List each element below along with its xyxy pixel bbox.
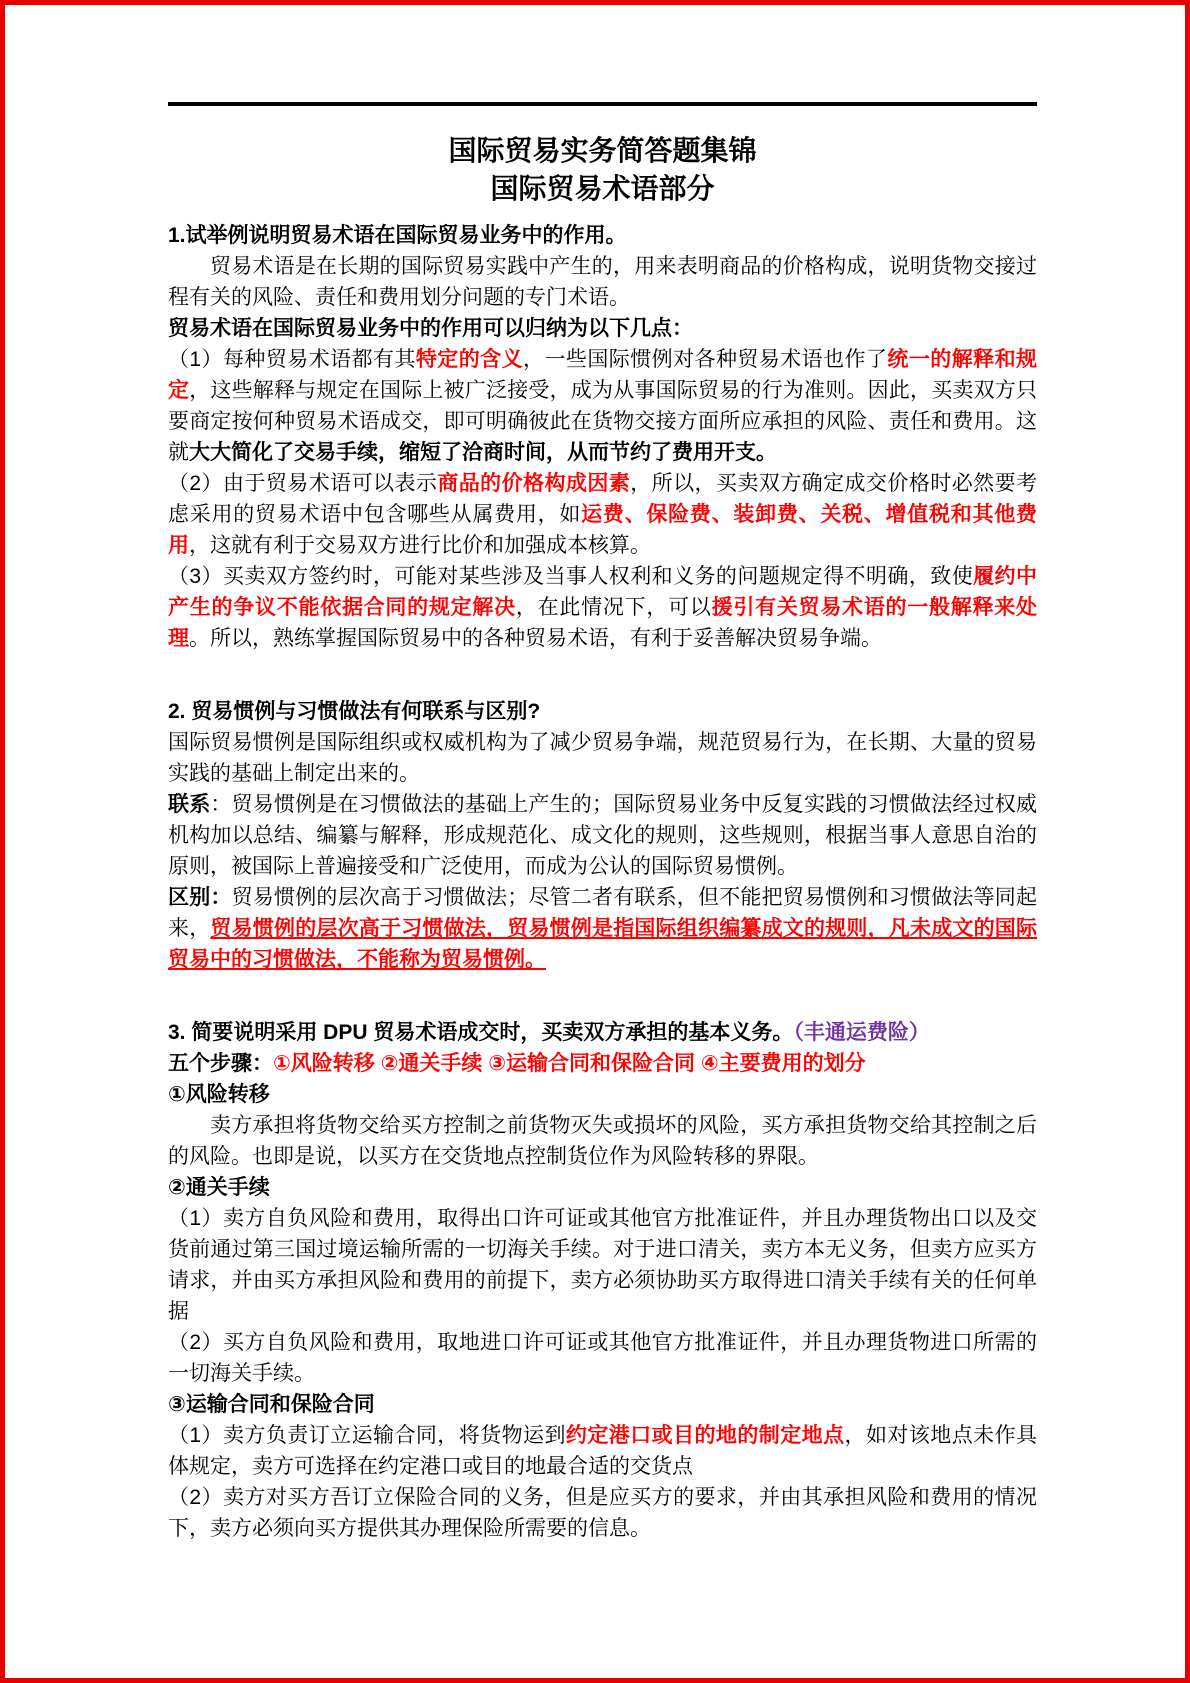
subsection-2-heading	[168, 1172, 1037, 1203]
text-segment: （2）卖方对买方吾订立保险合同的义务，但是应买方的要求，并由其承担风险和费用的情况下，卖方必须向买方提供其办理保险所需要的信息。	[168, 1486, 1037, 1540]
text-segment: 。所以，熟练掌握国际贸易中的各种贸易术语，有利于妥善解决贸易争端。	[189, 627, 882, 650]
section-1-heading	[168, 220, 1037, 251]
text-segment: 卖方承担将货物交给买方控制之前货物灭失或损坏的风险，买方承担货物交给其控制之后的风险。也即是说，以买方在交货地点控制货位作为风险转移的界限。	[168, 1114, 1037, 1168]
text-segment: （1）每种贸易术语都有其	[168, 348, 416, 371]
paragraph	[168, 561, 1037, 654]
text-segment: 援引有关贸易术语的一般解释来处理	[168, 596, 1038, 650]
subsection-3-heading	[168, 1389, 1037, 1420]
text-segment: 3. 简要说明采用 DPU 贸易术语成交时，买卖双方承担的基本义务。	[168, 1021, 794, 1044]
text-segment: ③运输合同和保险合同	[168, 1393, 375, 1416]
text-segment: 贸易术语在国际贸易业务中的作用可以归纳为以下几点：	[168, 317, 693, 340]
title-block	[168, 132, 1037, 208]
text-segment: 区别：	[168, 886, 232, 909]
text-segment: ①风险转移	[168, 1083, 270, 1106]
text-segment: （3）买卖双方签约时，可能对某些涉及当事人权利和义务的问题规定得不明确，致使	[168, 565, 974, 588]
text-segment: 贸易术语是在长期的国际贸易实践中产生的，用来表明商品的价格构成，说明货物交接过程有关的风险、责任和费用划分问题的专门术语。	[168, 255, 1037, 309]
text-segment: （1）卖方自负风险和费用，取得出口许可证或其他官方批准证件，并且办理货物出口以及交货前通过第三国过境运输所需的一切海关手续。对于进口清关，卖方本无义务，但卖方应买方请求，并由买方承担风险和费用的前提下，卖方必须协助买方取得进口清关手续有关的任何单据	[168, 1207, 1037, 1323]
text-segment: （1）卖方负责订立运输合同，将货物运到	[168, 1424, 566, 1447]
text-segment: 2. 贸易惯例与习惯做法有何联系与区别?	[168, 700, 541, 723]
paragraph	[168, 1420, 1037, 1482]
text-segment: 贸易惯例的层次高于习惯做法；尽管二者有联系，但不能把贸易惯例和习惯做法等同起来，	[168, 886, 1038, 940]
document-body	[168, 220, 1037, 1544]
text-segment: （2）买方自负风险和费用，取地进口许可证或其他官方批准证件，并且办理货物进口所需的一切海关手续。	[168, 1331, 1037, 1385]
paragraph	[168, 727, 1037, 789]
subsection-1-heading	[168, 1079, 1037, 1110]
text-segment: ，所以，买卖双方确定成交价格时必然要考虑采用的贸易术语中包含哪些从属费用，如	[168, 472, 1038, 526]
text-segment: 统一的解释和规定	[168, 348, 1038, 402]
document-title: 国际贸易实务简答题集锦	[448, 135, 757, 166]
paragraph	[168, 344, 1037, 468]
text-segment: （2）由于贸易术语可以表示	[168, 472, 438, 495]
text-segment: 国际贸易惯例是国际组织或权威机构为了减少贸易争端，规范贸易行为，在长期、大量的贸易实践的基础上制定出来的。	[168, 731, 1037, 785]
text-segment: ，这些解释与规定在国际上被广泛接受，成为从事国际贸易的行为准则。因此，买卖双方只要商定按何种贸易术语成交，即可明确彼此在货物交接方面所应承担的风险、责任和费用。这就	[168, 379, 1037, 464]
section-2-heading	[168, 696, 1037, 727]
paragraph	[168, 789, 1037, 882]
text-segment: ，如对该地点未作具体规定，卖方可选择在约定港口或目的地最合适的交货点	[168, 1424, 1038, 1478]
paragraph	[168, 1327, 1037, 1389]
paragraph	[168, 1482, 1037, 1544]
text-segment: ：贸易惯例是在习惯做法的基础上产生的；国际贸易业务中反复实践的习惯做法经过权威机构加以总结、编纂与解释，形成规范化、成文化的规则，这些规则，根据当事人意思自治的原则，被国际上普遍接受和广泛使用，而成为公认的国际贸易惯例。	[168, 793, 1038, 878]
text-segment: 联系	[168, 793, 211, 816]
text-segment: ，在此情况下，可以	[515, 596, 712, 619]
paragraph	[168, 313, 1037, 344]
text-segment: 大大简化了交易手续，缩短了洽商时间，从而节约了费用开支。	[189, 441, 777, 464]
document-content	[5, 5, 1185, 1544]
text-segment: 贸易惯例的层次高于习惯做法，贸易惯例是指国际组织编纂成文的规则，凡未成文的国际贸易中的习惯做法，不能称为贸易惯例。	[168, 917, 1038, 971]
text-segment: 商品的价格构成因素	[437, 472, 631, 495]
paragraph	[168, 1110, 1037, 1172]
text-segment: 履约中产生的争议不能依据合同的规定解决	[168, 565, 1037, 619]
text-segment: ①风险转移 ②通关手续 ③运输合同和保险合同 ④主要费用的划分	[273, 1052, 866, 1075]
text-segment: ②通关手续	[168, 1176, 270, 1199]
text-segment: 特定的含义	[415, 348, 524, 371]
text-segment: 约定港口或目的地的制定地点	[565, 1424, 845, 1447]
document-subtitle: 国际贸易术语部分	[490, 173, 715, 204]
section-3-heading	[168, 1017, 1037, 1048]
paragraph	[168, 1048, 1037, 1079]
paragraph	[168, 1203, 1037, 1327]
top-border-rule	[168, 102, 1037, 106]
paragraph	[168, 468, 1037, 561]
text-segment: 五个步骤：	[168, 1052, 273, 1075]
text-segment: ，一些国际惯例对各种贸易术语也作了	[523, 348, 888, 371]
text-segment: 运费、保险费、装卸费、关税、增值税和其他费用	[168, 503, 1038, 557]
text-segment: 1.试举例说明贸易术语在国际贸易业务中的作用。	[168, 224, 627, 247]
text-segment: ，这就有利于交易双方进行比价和加强成本核算。	[189, 534, 651, 557]
paragraph	[168, 882, 1037, 975]
paragraph	[168, 251, 1037, 313]
text-segment: （丰通运费险）	[793, 1021, 930, 1044]
